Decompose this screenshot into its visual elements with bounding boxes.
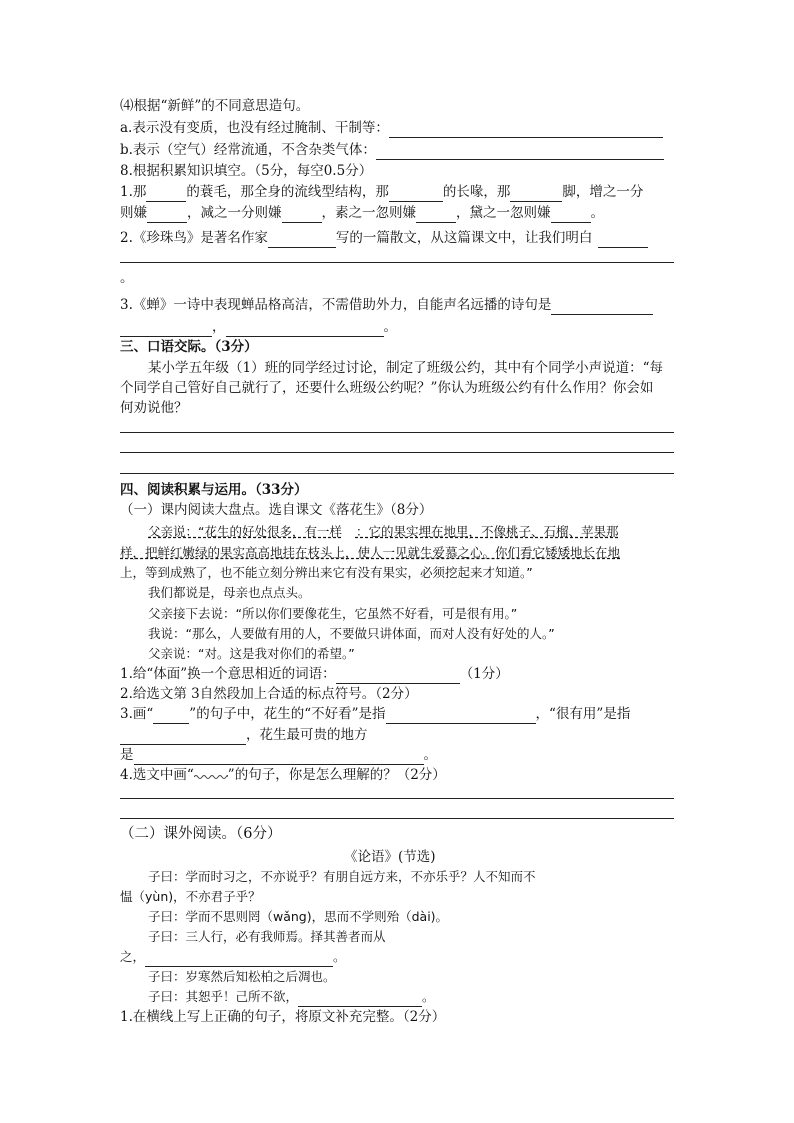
q4-a-blank[interactable] [389,122,663,138]
q8-blank-9[interactable] [598,232,648,248]
lunyu-blank-1[interactable] [145,951,333,967]
lunyu-line-1: 子曰：学而时习之，不亦说乎？有朋自远方来，不亦乐乎？人不知而不 [148,869,536,884]
q8-blank-8[interactable] [268,232,336,248]
lunyu-line-7b: 。 [422,989,435,1004]
sec3-answer-rule-3[interactable] [120,473,674,474]
sec4-q3-line2 [120,725,368,745]
q8-blank-12[interactable] [226,321,384,337]
lunyu-line-2: 愠（yùn)，不亦君子乎？ [120,889,261,904]
passage-line-3: 上，等到成熟了，也不能立刻分辨出来它有没有果实，必须挖起来才知道。” [120,565,533,580]
q8-l2-text4: ，黛之一忽则嫌 [456,205,551,221]
q8-answer-rule-1[interactable] [120,262,674,263]
sec3-para-2: 个同学自己管好自己就行了，还要什么班级公约呢？”你认为班级公约有什么作用？你会如 [120,380,654,396]
sec4-q1-blank[interactable] [336,668,460,684]
sec4-q3-text5: 是 [120,747,134,763]
passage-line-6: 我说：“那么，人要做有用的人，不要做只讲体面，而对人没有好处的人。” [148,626,555,641]
sec4-q3-blank-2[interactable] [120,729,246,745]
q8-blank-11[interactable] [120,321,212,337]
sec4-q4-answer-rule-1[interactable] [120,798,674,799]
sec3-answer-rule-2[interactable] [120,452,674,453]
q8-blank-7[interactable] [551,207,591,223]
sec4-q3-text1: 3.画“ [120,706,154,722]
sec4-q3-line3 [120,745,437,765]
q8-l1-text1: 1.那 [120,184,147,200]
q8-line4 [120,295,653,315]
q8-blank-4[interactable] [147,207,187,223]
sec4-q3-text2: ”的句子中，花生的“不好看”是指 [189,706,386,722]
q8-blank-1[interactable] [146,186,186,202]
q4-a-label: a.表示没有变质，也没有经过腌制、干制等： [120,120,389,136]
sec4-part1-title: （一）课内阅读大盘点。选自课文《落花生》（8分） [120,502,433,518]
sec4-q1-score: （1分） [459,666,509,682]
sec5-part2-title: （二）课外阅读。（6分） [120,826,282,842]
q8-blank-6[interactable] [416,207,456,223]
q8-title: 8.根据积累知识填空。（5分，每空0.5分） [120,163,373,179]
q8-l2-text5: 。 [590,205,604,221]
q8-blank-2[interactable] [389,186,443,202]
sec4-q3-mark-sample [153,708,189,724]
sec5-q1: 1.在横线上写上正确的句子，将原文补充完整。（2分） [120,1009,446,1025]
q4-b-label: b.表示（空气）经常流通，不含杂类气体： [120,142,376,158]
sec3-answer-rule-1[interactable] [120,432,674,433]
q8-l3-end: 。 [120,270,134,286]
passage-line-1 [148,522,619,542]
lunyu-line-3: 子曰：学而不思则罔（wǎng)，思而不学则殆（dài)。 [148,909,449,924]
q8-line1 [120,182,643,202]
sec4-q4-text1: 4.选文中画“ [120,767,194,783]
q4-title: ⑷根据“新鲜”的不同意思造句。 [120,98,310,114]
q4-b-blank[interactable] [376,144,664,160]
lunyu-line-7a: 子曰：其恕乎！己所不欲， [148,989,299,1004]
sec4-q4-text2: ”的句子，你是怎么理解的？（2分） [227,767,446,783]
lunyu-line-5a: 之， [120,949,146,964]
sec4-q3-blank-1[interactable] [386,708,536,724]
q8-l5-period: 。 [383,319,397,335]
q8-l3-text1: 2.《珍珠鸟》是著名作家 [120,230,268,246]
q8-blank-5[interactable] [282,207,322,223]
sec4-q1 [120,664,509,684]
sec3-para-1: 某小学五年级（1）班的同学经过讨论，制定了班级公约，其中有个同学小声说道：“每 [148,360,663,376]
lunyu-line-5 [120,947,346,967]
wavy-underline-icon [194,772,228,780]
sec4-q3-blank-3[interactable] [134,749,424,765]
q8-l4-text: 3.《蝉》一诗中表现蝉品格高洁，不需借助外力，自能声名远播的诗句是 [120,297,552,313]
q8-l1-text2: 的蓑毛，那全身的流线型结构，那 [186,184,389,200]
sec4-q2: 2.给选文第 3自然段加上合适的标点符号。（2分） [120,686,418,702]
lunyu-line-4: 子曰：三人行，必有我师焉。择其善者而从 [148,929,386,944]
passage-line-4: 我们都说是，母亲也点点头。 [148,585,311,600]
sec4-q4-answer-rule-2[interactable] [120,818,674,819]
sec4-q3-text3: ，“很有用”是指 [535,706,631,722]
q8-blank-3[interactable] [510,186,562,202]
sec3-para-3: 何劝说他？ [120,400,188,416]
sec3-title: 三、口语交际。（3分） [120,339,258,355]
q8-l2-text2: ，减之一分则嫌 [187,205,282,221]
passage-line-2: 样，把鲜红嫩绿的果实高高地挂在枝头上，使人一见就生爱慕之心。你们看它矮矮地长在地 [120,545,621,560]
sec4-q1-text: 1.给“体面”换一个意思相近的词语： [120,666,336,682]
passage-line-7: 父亲说：“对。这是我对你们的希望。” [148,646,355,661]
q8-blank-10[interactable] [551,299,653,315]
sec4-q3-line1 [120,704,630,724]
sec4-q4 [120,765,446,785]
q8-line3 [120,228,648,248]
q8-l2-text3: ，素之一忽则嫌 [321,205,416,221]
sec4-title: 四、阅读积累与运用。（33分） [120,482,308,498]
sec4-q3-text4: ，花生最可贵的地方 [246,727,368,743]
passage-line-1a: 父亲说：“花生的好处很多，有一样 [148,524,342,539]
q8-l5-comma: ， [212,319,226,335]
q8-l1-text3: 的长喙，那 [442,184,511,200]
q8-l2-text1: 则嫌 [120,205,147,221]
q8-line2 [120,203,604,223]
lunyu-line-7 [148,987,435,1007]
q8-l1-text4: 脚，增之一分 [562,184,644,200]
q8-l3-text2: 写的一篇散文，从这篇课文中，让我们明白 [335,230,593,246]
lunyu-line-5b: 。 [333,949,346,964]
passage-line-1b: ：它的果实埋在地里，不像桃子、石榴、苹果那 [355,524,619,539]
q8-line5 [120,317,397,337]
lunyu-blank-2[interactable] [298,991,422,1007]
passage-line-5: 父亲接下去说：“所以你们要像花生，它虽然不好看，可是很有用。” [148,606,518,621]
q4-a-line [120,118,663,138]
lunyu-line-6: 子曰：岁寒然后知松柏之后凋也。 [148,969,336,984]
sec5-title: 《论语》(节选) [344,849,436,865]
q4-b-line [120,140,664,160]
sec4-q3-text6: 。 [423,747,437,763]
